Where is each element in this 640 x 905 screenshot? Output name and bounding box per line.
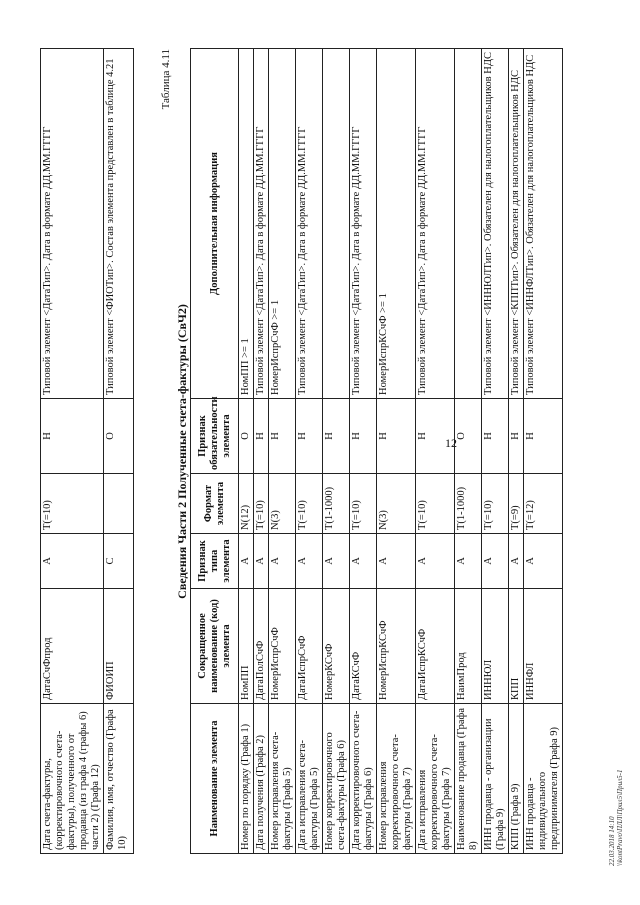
table-cell — [323, 49, 350, 399]
table-cell — [455, 49, 482, 399]
table-cell: Типовой элемент <ДатаТип>. Дата в формате ДД.ММ.ГГГГ — [350, 49, 377, 399]
table-row — [350, 49, 377, 854]
table-cell: А — [524, 534, 563, 589]
table-row — [524, 49, 563, 854]
table-cell: Н — [509, 399, 524, 474]
table-cell: С — [104, 534, 134, 589]
table-row — [41, 49, 104, 854]
rotated-content — [40, 39, 600, 869]
table-cell: Н — [41, 399, 104, 474]
table-cell: А — [455, 534, 482, 589]
table-cell: НомПП — [239, 589, 254, 704]
table-cell: НомерИспрКСчФ >= 1 — [377, 49, 416, 399]
table-cell: О — [239, 399, 254, 474]
table-cell: Типовой элемент <ФИОТип>. Состав элемента представлен в таблице 4.21 — [104, 49, 134, 399]
table-cell: А — [254, 534, 269, 589]
table-row — [254, 49, 269, 854]
table-cell: ФИОИП — [104, 589, 134, 704]
table-cell: N(12) — [239, 474, 254, 534]
table-cell: Дата исправления корректировочного счета-фактуры (Графа 7) — [416, 704, 455, 854]
table-cell: ИНН продавца - индивидуального предпринимателя (Графа 9) — [524, 704, 563, 854]
table-cell: Н — [323, 399, 350, 474]
table-row — [455, 49, 482, 854]
table-body — [239, 49, 563, 854]
table-cell: Н — [269, 399, 296, 474]
column-header: Признак обязательности элемента — [191, 399, 239, 474]
column-header: Наименование элемента — [191, 704, 239, 854]
table-cell: Типовой элемент <ИННЮЛТип>. Обязателен для налогоплательщиков НДС — [482, 49, 509, 399]
table-cell: О — [455, 399, 482, 474]
table-header-row — [191, 49, 239, 854]
table-row — [323, 49, 350, 854]
table-cell: А — [239, 534, 254, 589]
table-cell: НомерКСчФ — [323, 589, 350, 704]
table-cell: Номер по порядку (Графа 1) — [239, 704, 254, 854]
table-cell: Н — [416, 399, 455, 474]
table-cell: ИННЮЛ — [482, 589, 509, 704]
column-header: Сокращенное наименование (код) элемента — [191, 589, 239, 704]
table-cell: Типовой элемент <ДатаТип>. Дата в формате ДД.ММ.ГГГГ — [296, 49, 323, 399]
table-cell: ДатаИспрКСчФ — [416, 589, 455, 704]
table-title: Сведения Части 2 Полученные счета-фактуры (СвЧ2) — [175, 304, 189, 599]
column-header: Формат элемента — [191, 474, 239, 534]
footer-timestamp: 22.03.2018 14:10 — [608, 816, 616, 866]
table-cell: Н — [254, 399, 269, 474]
table-row — [269, 49, 296, 854]
table-cell: НомерИспрСчФ — [269, 589, 296, 704]
table-row — [509, 49, 524, 854]
table-cell: ДатаКСчФ — [350, 589, 377, 704]
table-cell: T(=10) — [41, 474, 104, 534]
table-cell: НомерИспрКСчФ — [377, 589, 416, 704]
table-row — [239, 49, 254, 854]
table-cell: Н — [296, 399, 323, 474]
table-cell: T(=12) — [524, 474, 563, 534]
table-cell: T(=10) — [254, 474, 269, 534]
table-cell: Номер исправления счета-фактуры (Графа 5) — [269, 704, 296, 854]
table-cell: Типовой элемент <ДатаТип>. Дата в формате ДД.ММ.ГГГГ — [416, 49, 455, 399]
column-header: Дополнительная информация — [191, 49, 239, 399]
column-header: Признак типа элемента — [191, 534, 239, 589]
table-cell: А — [509, 534, 524, 589]
table-cell: Номер исправления корректировочного счета-фактуры (Графа 7) — [377, 704, 416, 854]
main-table — [190, 48, 563, 854]
table-cell: НомерИспрСчФ >= 1 — [269, 49, 296, 399]
table-cell: НомПП >= 1 — [239, 49, 254, 399]
table-row — [377, 49, 416, 854]
table-cell: А — [482, 534, 509, 589]
table-cell: N(3) — [269, 474, 296, 534]
document-footer — [608, 606, 624, 866]
table-row — [296, 49, 323, 854]
table-cell: Н — [350, 399, 377, 474]
table-cell: Дата корректировочного счета-фактуры (Графа 6) — [350, 704, 377, 854]
table-cell: Н — [524, 399, 563, 474]
table-cell: А — [41, 534, 104, 589]
table-cell: T(1-1000) — [323, 474, 350, 534]
table-cell: ДатаПолСчФ — [254, 589, 269, 704]
table-cell: Н — [482, 399, 509, 474]
table-cell: А — [296, 534, 323, 589]
table-cell: Типовой элемент <ДатаТип>. Дата в формате ДД.ММ.ГГГГ — [254, 49, 269, 399]
table-cell: КПП — [509, 589, 524, 704]
table-cell: ДатаСчФпрод — [41, 589, 104, 704]
table-cell: Дата исправления счета-фактуры (Графа 5) — [296, 704, 323, 854]
table-cell: T(=10) — [296, 474, 323, 534]
table-cell: Фамилия, имя, отчество (Графа 10) — [104, 704, 134, 854]
table-cell: НаимПрод — [455, 589, 482, 704]
table-cell: О — [104, 399, 134, 474]
table-cell: Дата счета-фактуры, (корректировочного счета-фактуры), полученного от продавца (из графа 4 (графы 6) части 2) (Графа 12) — [41, 704, 104, 854]
table-cell: А — [323, 534, 350, 589]
footer-path: \\kontPravo\ПЛЛ\Прил5\Прил5-1 — [616, 769, 624, 866]
table-cell — [104, 474, 134, 534]
table-cell: А — [377, 534, 416, 589]
table-cell: А — [350, 534, 377, 589]
table-row — [416, 49, 455, 854]
table-cell: Номер корректировочного счета-фактуры (Графа 6) — [323, 704, 350, 854]
table-cell: Типовой элемент <ИННФЛТип>. Обязателен для налогоплательщиков НДС — [524, 49, 563, 399]
table-cell: T(=9) — [509, 474, 524, 534]
table-label: Таблица 4.11 — [160, 49, 172, 110]
table-cell: T(=10) — [416, 474, 455, 534]
table-cell: Дата получения (Графа 2) — [254, 704, 269, 854]
table-cell: T(=10) — [350, 474, 377, 534]
table-row — [104, 49, 134, 854]
table-cell: Н — [377, 399, 416, 474]
continuation-table — [40, 48, 134, 854]
table-cell: КПП (Графа 9) — [509, 704, 524, 854]
table-cell: А — [269, 534, 296, 589]
table-cell: Наименование продавца (Графа 8) — [455, 704, 482, 854]
table-cell: T(1-1000) — [455, 474, 482, 534]
table-cell: Типовой элемент <КППТип>. Обязателен для налогоплательщиков НДС — [509, 49, 524, 399]
table-cell: N(3) — [377, 474, 416, 534]
table-cell: А — [416, 534, 455, 589]
table-cell: ДатаИспрСчФ — [296, 589, 323, 704]
table-cell: Типовой элемент <ДатаТип>. Дата в формате ДД.ММ.ГГГГ — [41, 49, 104, 399]
table-cell: ИНН продавца - организации (Графа 9) — [482, 704, 509, 854]
table-cell: ИННФЛ — [524, 589, 563, 704]
page-number: 12 — [445, 436, 457, 450]
table-row — [482, 49, 509, 854]
table-cell: T(=10) — [482, 474, 509, 534]
